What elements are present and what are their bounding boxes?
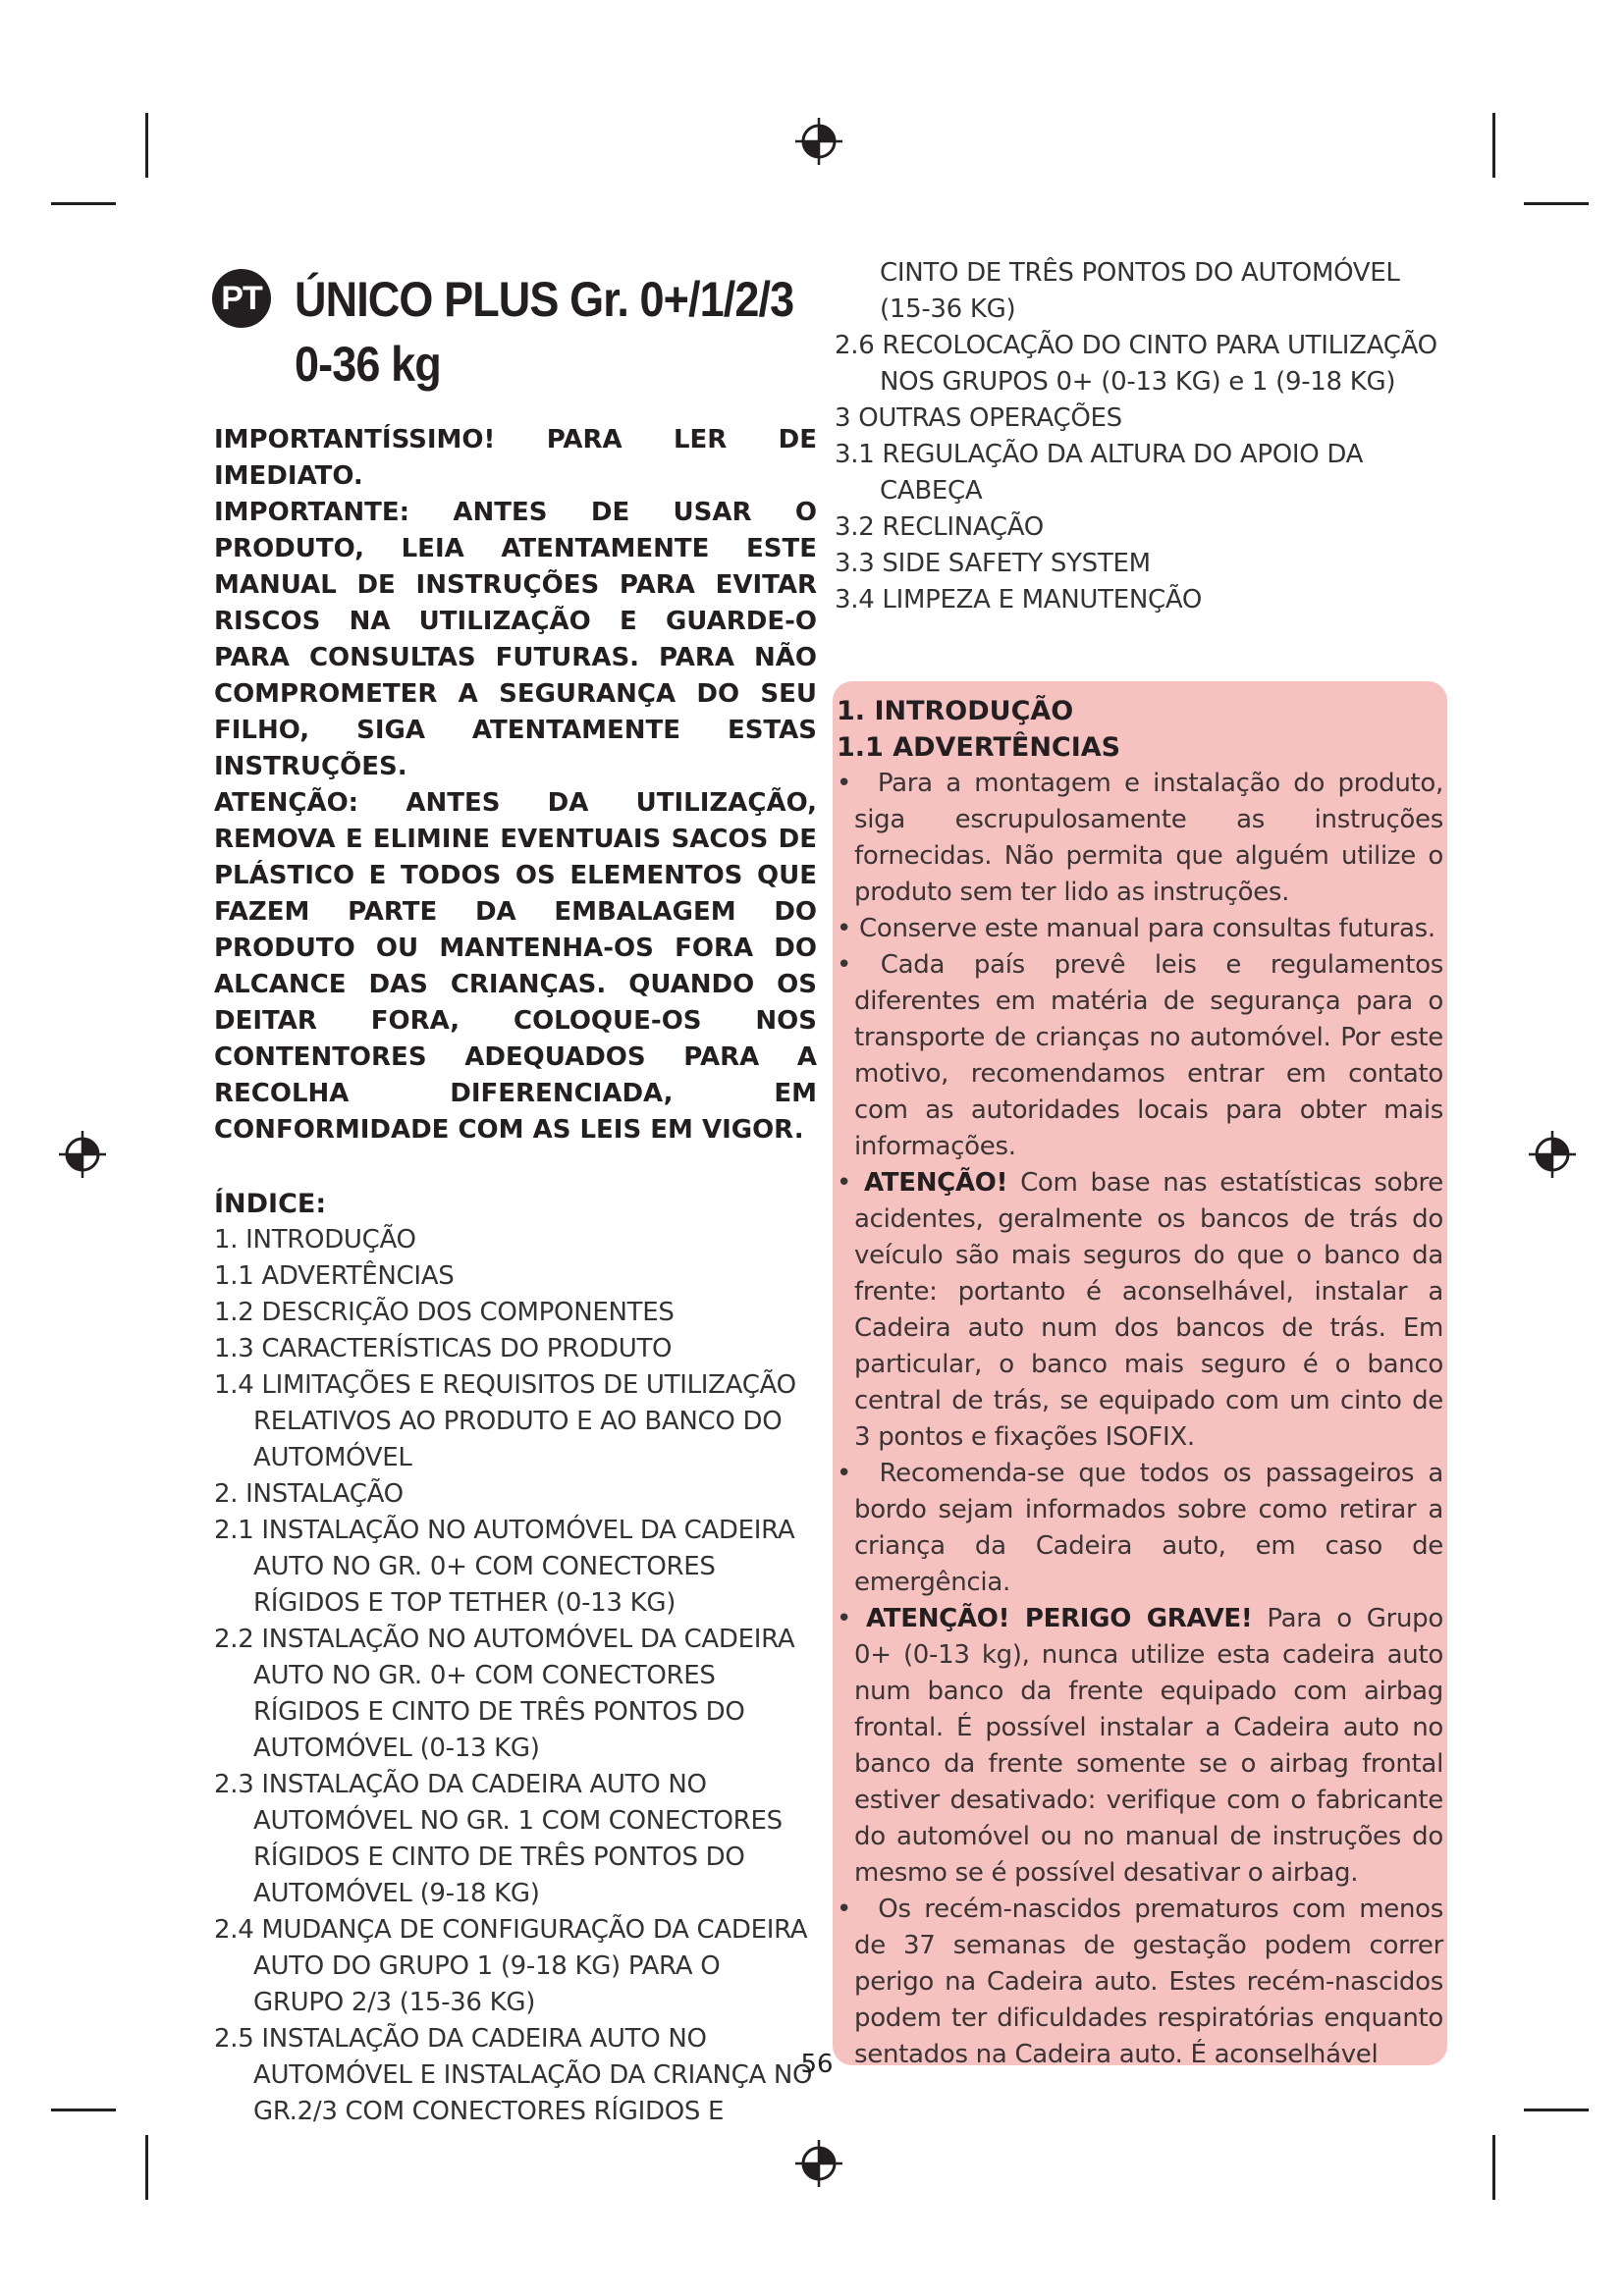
warning-paragraph: IMPORTANTÍSSIMO! PARA LER DE IMEDIATO. xyxy=(214,425,817,491)
table-of-contents-continued xyxy=(835,255,1449,618)
toc-item: 2.4 MUDANÇA DE CONFIGURAÇÃO DA CADEIRA AUTO DO GRUPO 1 (9-18 KG) PARA O GRUPO 2/3 (15-36 KG) xyxy=(214,1915,808,2017)
toc-item: 1.4 LIMITAÇÕES E REQUISITOS DE UTILIZAÇÃO RELATIVOS AO PRODUTO E AO BANCO DO AUTOMÓVEL xyxy=(214,1370,796,1472)
warning-bullet: • Recomenda-se que todos os passageiros a bordo sejam informados sobre como retirar a criança da Cadeira auto, em caso de emergência. xyxy=(837,1459,1443,1597)
index-title: ÍNDICE: xyxy=(214,1189,327,1219)
registration-mark-icon xyxy=(793,2138,844,2189)
left-column xyxy=(214,422,817,2130)
crop-mark xyxy=(1492,2135,1495,2200)
warning-bullet: • Conserve este manual para consultas futuras. xyxy=(837,914,1435,943)
registration-mark-icon xyxy=(793,116,844,167)
title-line-2: 0-36 kg xyxy=(295,337,441,392)
crop-mark xyxy=(1492,113,1495,178)
toc-item: 2. INSTALAÇÃO xyxy=(214,1479,404,1509)
toc-item: 1.2 DESCRIÇÃO DOS COMPONENTES xyxy=(214,1298,675,1327)
toc-item: 2.6 RECOLOCAÇÃO DO CINTO PARA UTILIZAÇÃO NOS GRUPOS 0+ (0-13 KG) e 1 (9-18 KG) xyxy=(835,331,1437,397)
crop-mark xyxy=(51,2109,116,2111)
toc-item: 2.1 INSTALAÇÃO NO AUTOMÓVEL DA CADEIRA AUTO NO GR. 0+ COM CONECTORES RÍGIDOS E TOP TETHER (0-13 KG) xyxy=(214,1516,795,1618)
crop-mark xyxy=(145,2135,148,2200)
toc-item: 2.3 INSTALAÇÃO DA CADEIRA AUTO NO AUTOMÓVEL NO GR. 1 COM CONECTORES RÍGIDOS E CINTO DE TRÊS PONTOS DO AUTOMÓVEL (9-18 KG) xyxy=(214,1770,783,1908)
warning-paragraph: IMPORTANTE: ANTES DE USAR O PRODUTO, LEIA ATENTAMENTE ESTE MANUAL DE INSTRUÇÕES PARA EVITAR RISCOS NA UTILIZAÇÃO E GUARDE-O PARA CONSULTAS FUTURAS. PARA NÃO COMPROMETER A SEGURANÇA DO SEU FILHO, SIGA ATENTAMENTE ESTAS INSTRUÇÕES. xyxy=(214,498,817,781)
toc-continuation: CINTO DE TRÊS PONTOS DO AUTOMÓVEL (15-36 KG) xyxy=(880,258,1400,324)
language-badge: PT xyxy=(212,269,271,328)
warning-paragraph: ATENÇÃO: ANTES DA UTILIZAÇÃO, REMOVA E ELIMINE EVENTUAIS SACOS DE PLÁSTICO E TODOS OS ELEMENTOS QUE FAZEM PARTE DA EMBALAGEM DO PRODUTO OU MANTENHA-OS FORA DO ALCANCE DAS CRIANÇAS. QUANDO OS DEITAR FORA, COLOQUE-OS NOS CONTENTORES ADEQUADOS PARA A RECOLHA DIFERENCIADA, EM CONFORMIDADE COM AS LEIS EM VIGOR. xyxy=(214,788,817,1145)
toc-item: 1.3 CARACTERÍSTICAS DO PRODUTO xyxy=(214,1334,673,1363)
toc-item: 3.2 RECLINAÇÃO xyxy=(835,512,1044,542)
registration-mark-icon xyxy=(57,1129,108,1180)
table-of-contents xyxy=(214,1222,817,2130)
crop-mark xyxy=(51,202,116,205)
warning-bullet: • Cada país prevê leis e regulamentos diferentes em matéria de segurança para o transporte de crianças no automóvel. Por este motivo, recomendamos entrar em contato com as autoridades locais para obter mais informações. xyxy=(837,950,1443,1161)
crop-mark xyxy=(1524,202,1589,205)
registration-mark-icon xyxy=(1527,1129,1578,1180)
introduction-section xyxy=(837,693,1451,2073)
warning-bullet: • ATENÇÃO! PERIGO GRAVE! Para o Grupo 0+ (0-13 kg), nunca utilize esta cadeira auto num banco da frente equipado com airbag frontal. É possível instalar a Cadeira auto no banco da frente somente se o airbag frontal estiver desativado: verifique com o fabricante do automóvel ou no manual de instruções do mesmo se é possível desativar o airbag. xyxy=(837,1604,1443,1888)
page-title xyxy=(295,267,794,397)
subsection-heading: 1.1 ADVERTÊNCIAS xyxy=(837,732,1121,763)
toc-item: 2.5 INSTALAÇÃO DA CADEIRA AUTO NO AUTOMÓVEL E INSTALAÇÃO DA CRIANÇA NO GR.2/3 COM CONECTORES RÍGIDOS E xyxy=(214,2024,813,2126)
toc-item: 3 OUTRAS OPERAÇÕES xyxy=(835,403,1122,433)
section-heading: 1. INTRODUÇÃO xyxy=(837,696,1074,726)
toc-item: 3.4 LIMPEZA E MANUTENÇÃO xyxy=(835,585,1203,614)
toc-item: 1. INTRODUÇÃO xyxy=(214,1225,416,1255)
crop-mark xyxy=(145,113,148,178)
toc-item: 3.3 SIDE SAFETY SYSTEM xyxy=(835,549,1151,578)
important-warnings xyxy=(214,422,817,1148)
page-number: 56 xyxy=(800,2050,834,2079)
toc-item: 2.2 INSTALAÇÃO NO AUTOMÓVEL DA CADEIRA AUTO NO GR. 0+ COM CONECTORES RÍGIDOS E CINTO DE TRÊS PONTOS DO AUTOMÓVEL (0-13 KG) xyxy=(214,1625,795,1763)
crop-mark xyxy=(1524,2109,1589,2111)
toc-item: 1.1 ADVERTÊNCIAS xyxy=(214,1261,455,1291)
title-line-1: ÚNICO PLUS Gr. 0+/1/2/3 xyxy=(295,272,794,327)
warning-bullet: • ATENÇÃO! Com base nas estatísticas sobre acidentes, geralmente os bancos de trás do veículo são mais seguros do que o banco da frente: portanto é aconselhável, instalar a Cadeira auto num dos bancos de trás. Em particular, o banco mais seguro é o banco central de trás, se equipado com um cinto de 3 pontos e fixações ISOFIX. xyxy=(837,1168,1443,1452)
toc-item: 3.1 REGULAÇÃO DA ALTURA DO APOIO DA CABEÇA xyxy=(835,440,1364,506)
right-column xyxy=(835,255,1449,618)
warning-bullet: • Para a montagem e instalação do produto, siga escrupulosamente as instruções fornecidas. Não permita que alguém utilize o produto sem ter lido as instruções. xyxy=(837,769,1443,907)
warning-bullet: • Os recém-nascidos prematuros com menos de 37 semanas de gestação podem correr perigo na Cadeira auto. Estes recém-nascidos podem ter dificuldades respiratórias enquanto sentados na Cadeira auto. É aconselhável xyxy=(837,1895,1444,2069)
